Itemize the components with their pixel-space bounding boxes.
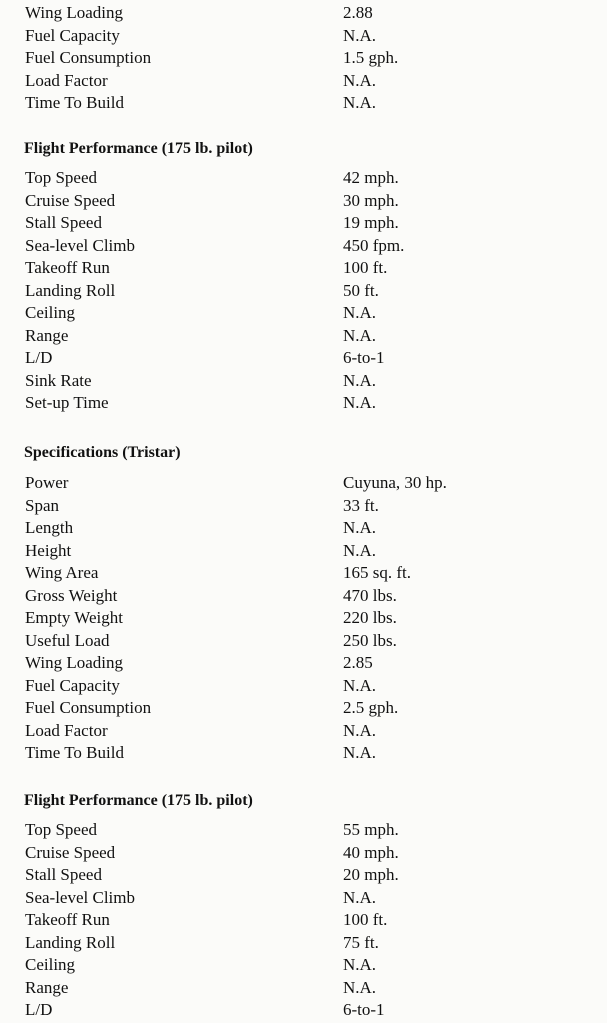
- spec-label: Fuel Consumption: [25, 48, 152, 67]
- flight-performance-heading: Flight Performance (175 lb. pilot): [24, 140, 253, 157]
- spec-row: [0, 697, 607, 720]
- spec-value: N.A.: [343, 955, 377, 974]
- spec-label: Load Factor: [25, 720, 108, 740]
- spec-value: 450 fpm.: [343, 235, 405, 255]
- specifications-list: [0, 472, 607, 765]
- spec-label: Sink Rate: [25, 370, 92, 390]
- spec-row: [0, 190, 607, 213]
- spec-value: 2.88: [343, 3, 373, 22]
- spec-label: Time To Build: [25, 93, 124, 112]
- flight-performance-list: [0, 167, 607, 415]
- spec-label: Wing Loading: [25, 3, 123, 22]
- spec-row: [0, 977, 607, 1000]
- spec-label: Load Factor: [25, 70, 108, 90]
- spec-label: Time To Build: [25, 743, 124, 762]
- spec-label: Length: [25, 518, 74, 537]
- spec-label: Span: [25, 495, 59, 515]
- spec-value: N.A.: [343, 70, 377, 90]
- spec-value: 40 mph.: [343, 842, 399, 862]
- spec-row: [0, 517, 607, 540]
- spec-row: [0, 472, 607, 495]
- spec-label: Top Speed: [25, 168, 97, 187]
- spec-label: Empty Weight: [25, 608, 123, 627]
- spec-row: [0, 954, 607, 977]
- spec-label: Range: [25, 977, 69, 997]
- spec-label: L/D: [25, 348, 53, 367]
- flight-performance-list: [0, 819, 607, 1022]
- spec-row: [0, 347, 607, 370]
- spec-value: N.A.: [343, 93, 377, 112]
- spec-row: [0, 742, 607, 765]
- spec-row: [0, 864, 607, 887]
- spec-label: Power: [25, 473, 69, 492]
- spec-row: [0, 280, 607, 303]
- spec-label: Gross Weight: [25, 585, 118, 605]
- spec-label: Stall Speed: [25, 213, 102, 232]
- spec-label: Wing Loading: [25, 653, 123, 672]
- flight-performance-heading: Flight Performance (175 lb. pilot): [24, 792, 253, 809]
- spec-row: [0, 675, 607, 698]
- spec-row: [0, 585, 607, 608]
- spec-value: N.A.: [343, 325, 377, 345]
- spec-value: 6-to-1: [343, 1000, 385, 1019]
- spec-label: Cruise Speed: [25, 190, 116, 210]
- spec-row: [0, 495, 607, 518]
- spec-label: Fuel Consumption: [25, 698, 152, 717]
- spec-label: Sea-level Climb: [25, 235, 136, 255]
- spec-value: 470 lbs.: [343, 585, 397, 605]
- spec-row: [0, 70, 607, 93]
- spec-row: [0, 999, 607, 1022]
- spec-value: 1.5 gph.: [343, 48, 399, 67]
- spec-value: N.A.: [343, 25, 377, 45]
- spec-label: Fuel Capacity: [25, 25, 120, 45]
- spec-row: [0, 540, 607, 563]
- specs-continued-list: [0, 2, 607, 115]
- spec-value: 100 ft.: [343, 910, 388, 929]
- spec-label: Useful Load: [25, 630, 110, 650]
- spec-row: [0, 47, 607, 70]
- spec-row: [0, 562, 607, 585]
- spec-value: 75 ft.: [343, 932, 379, 952]
- spec-row: [0, 909, 607, 932]
- spec-label: Stall Speed: [25, 865, 102, 884]
- spec-row: [0, 887, 607, 910]
- spec-label: Cruise Speed: [25, 842, 116, 862]
- spec-label: L/D: [25, 1000, 53, 1019]
- spec-value: 100 ft.: [343, 258, 388, 277]
- spec-label: Wing Area: [25, 563, 99, 582]
- spec-value: 220 lbs.: [343, 608, 397, 627]
- spec-value: N.A.: [343, 743, 377, 762]
- spec-row: [0, 392, 607, 415]
- spec-value: N.A.: [343, 675, 377, 695]
- spec-label: Takeoff Run: [25, 910, 110, 929]
- spec-row: [0, 302, 607, 325]
- spec-value: 20 mph.: [343, 865, 399, 884]
- spec-value: 2.85: [343, 653, 373, 672]
- spec-row: [0, 842, 607, 865]
- spec-row: [0, 630, 607, 653]
- spec-value: N.A.: [343, 370, 377, 390]
- spec-label: Top Speed: [25, 820, 97, 839]
- spec-value: 33 ft.: [343, 495, 379, 515]
- spec-value: 30 mph.: [343, 190, 399, 210]
- spec-row: [0, 25, 607, 48]
- spec-row: [0, 720, 607, 743]
- spec-value: N.A.: [343, 977, 377, 997]
- spec-label: Range: [25, 325, 69, 345]
- spec-label: Height: [25, 540, 72, 560]
- spec-value: 2.5 gph.: [343, 698, 399, 717]
- spec-label: Ceiling: [25, 303, 76, 322]
- spec-value: 19 mph.: [343, 213, 399, 232]
- spec-value: Cuyuna, 30 hp.: [343, 473, 447, 492]
- spec-label: Fuel Capacity: [25, 675, 120, 695]
- spec-row: [0, 257, 607, 280]
- specifications-heading: Specifications (Tristar): [24, 444, 181, 461]
- spec-row: [0, 167, 607, 190]
- spec-value: 250 lbs.: [343, 630, 397, 650]
- spec-value: 165 sq. ft.: [343, 563, 411, 582]
- spec-label: Ceiling: [25, 955, 76, 974]
- spec-label: Set-up Time: [25, 393, 109, 412]
- spec-value: N.A.: [343, 303, 377, 322]
- spec-value: 42 mph.: [343, 168, 399, 187]
- spec-value: 6-to-1: [343, 348, 385, 367]
- spec-row: [0, 652, 607, 675]
- spec-row: [0, 932, 607, 955]
- spec-value: N.A.: [343, 887, 377, 907]
- spec-row: [0, 607, 607, 630]
- spec-label: Sea-level Climb: [25, 887, 136, 907]
- spec-row: [0, 92, 607, 115]
- spec-value: N.A.: [343, 518, 377, 537]
- spec-row: [0, 370, 607, 393]
- spec-row: [0, 2, 607, 25]
- spec-label: Landing Roll: [25, 932, 116, 952]
- spec-value: 50 ft.: [343, 280, 379, 300]
- spec-row: [0, 325, 607, 348]
- spec-label: Takeoff Run: [25, 258, 110, 277]
- spec-row: [0, 819, 607, 842]
- spec-value: N.A.: [343, 393, 377, 412]
- spec-row: [0, 235, 607, 258]
- spec-value: 55 mph.: [343, 820, 399, 839]
- spec-value: N.A.: [343, 540, 377, 560]
- spec-value: N.A.: [343, 720, 377, 740]
- spec-label: Landing Roll: [25, 280, 116, 300]
- spec-row: [0, 212, 607, 235]
